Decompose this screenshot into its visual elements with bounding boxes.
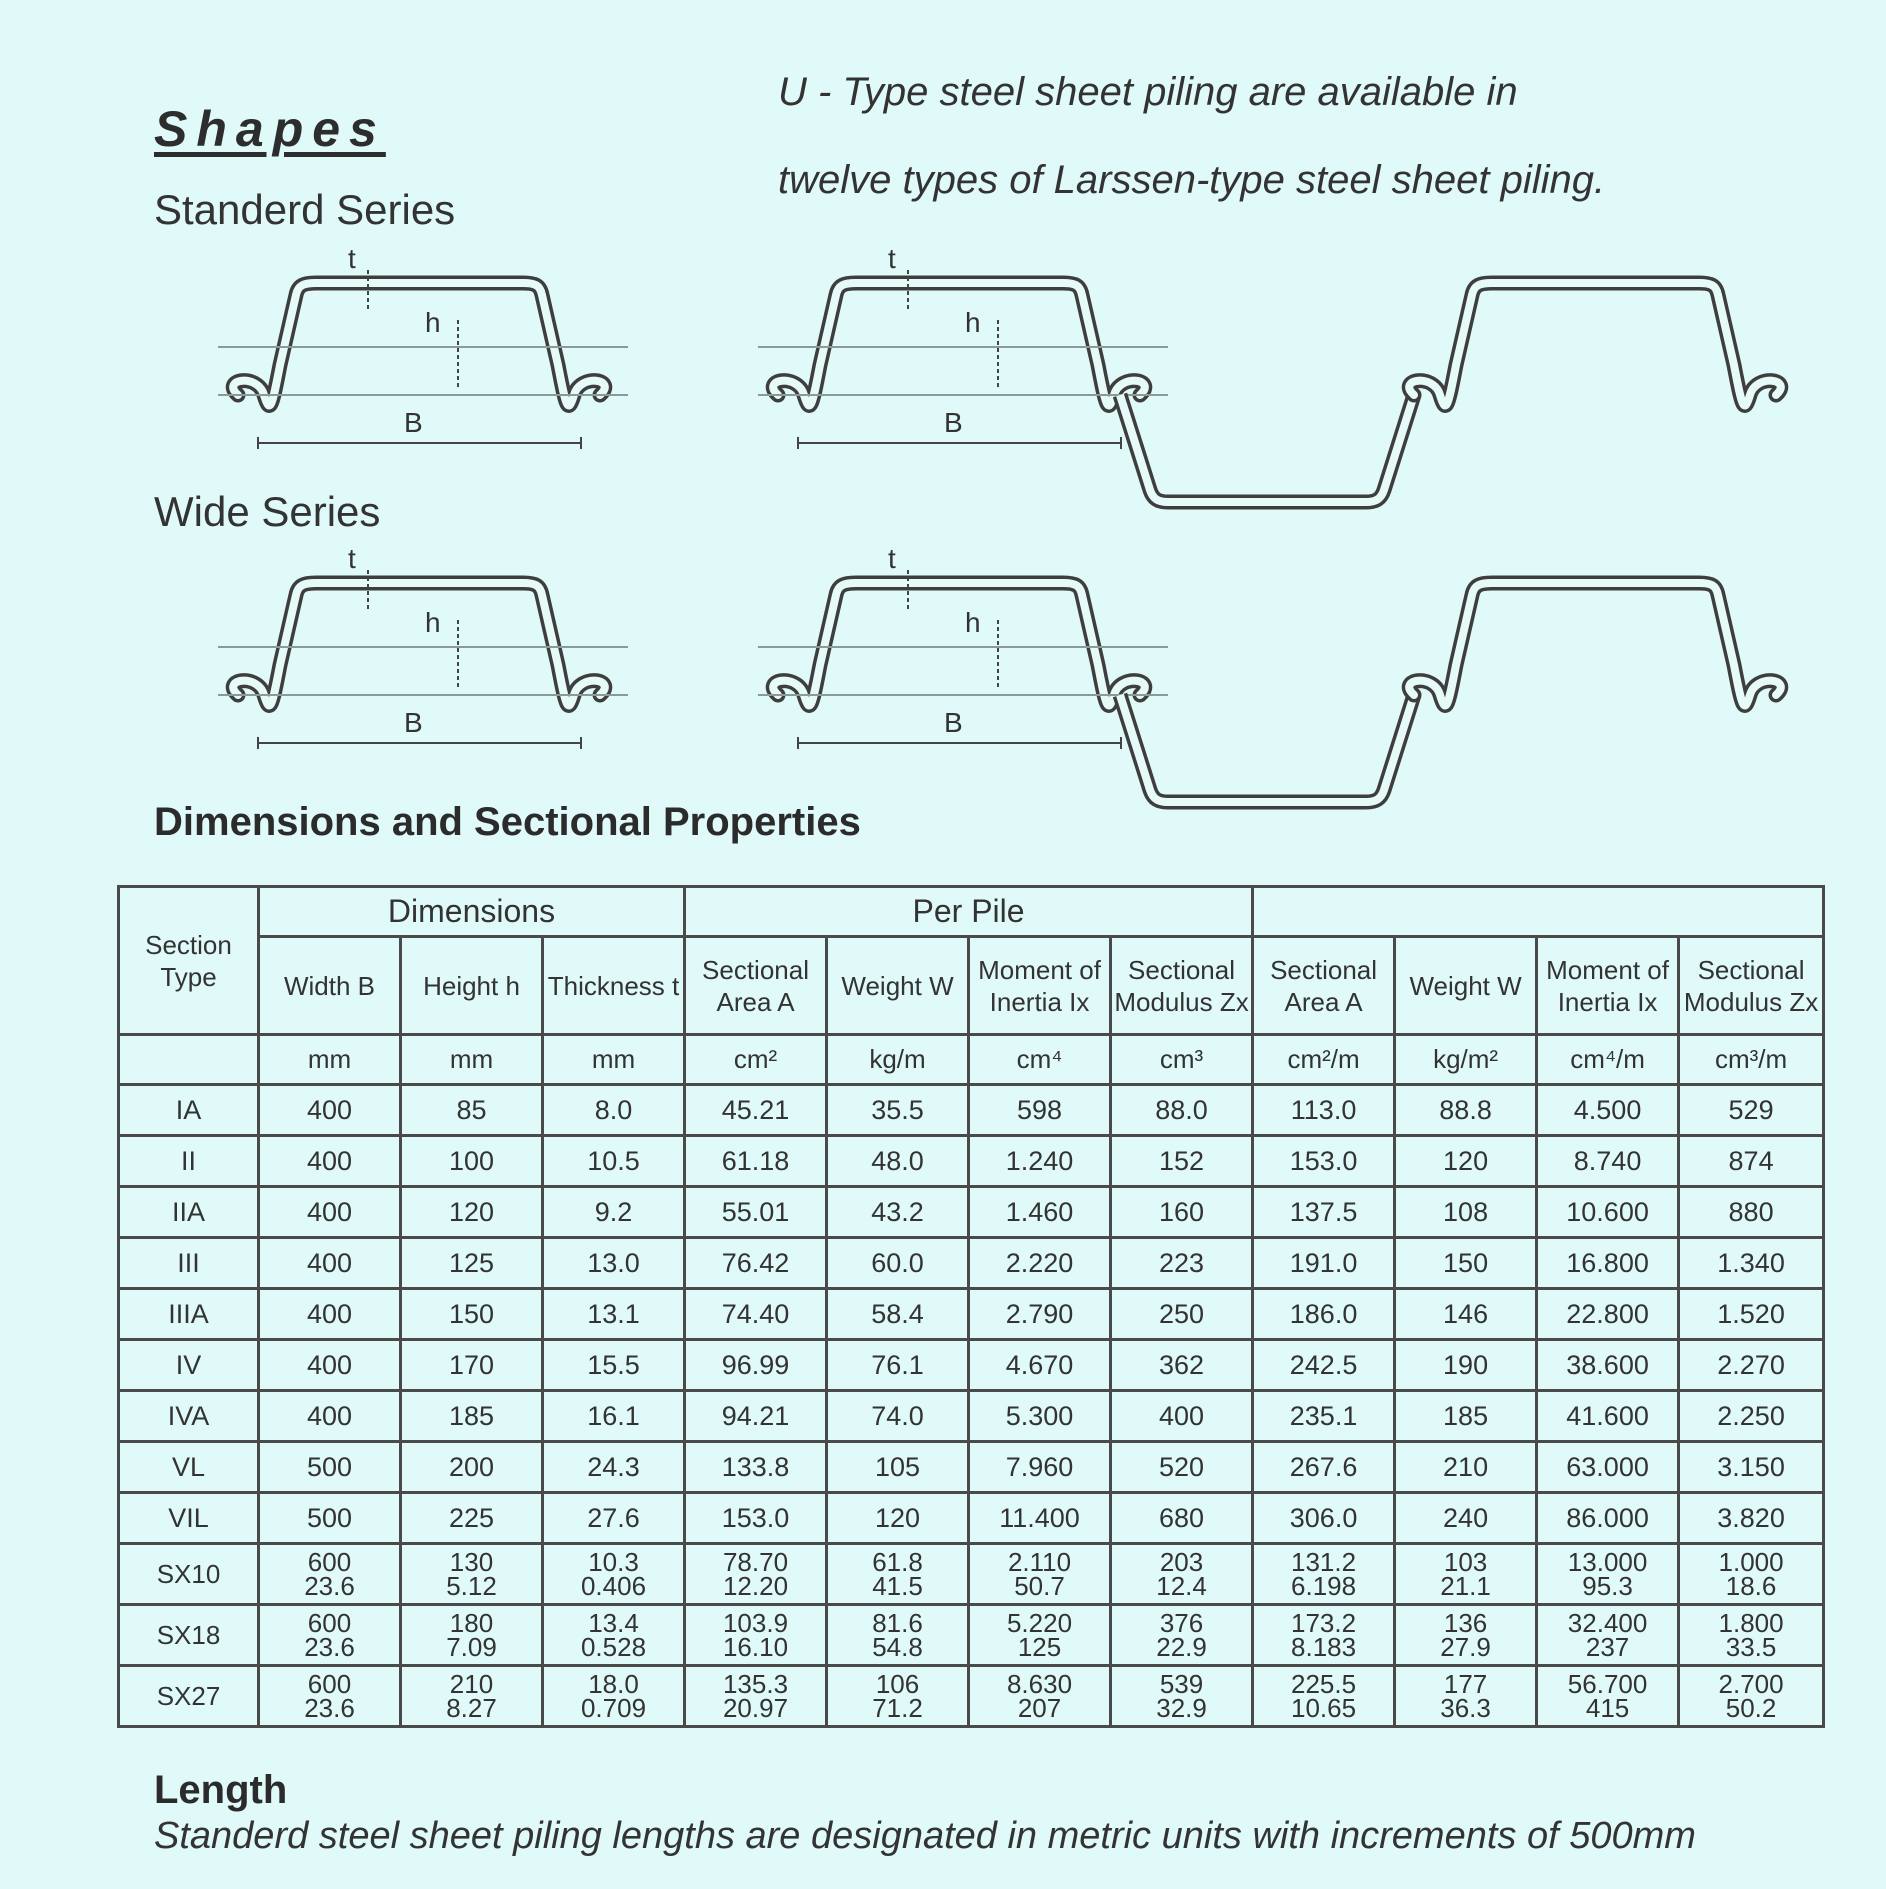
table-cell: 5.300 — [969, 1391, 1111, 1442]
table-cell: 400 — [259, 1289, 401, 1340]
thickness-label-3: t — [348, 543, 356, 574]
value-metric: 81.6 — [872, 1608, 923, 1638]
table-cell — [1537, 1666, 1679, 1727]
table-cell — [1253, 1666, 1395, 1727]
table-cell: 2.250 — [1679, 1391, 1824, 1442]
table-cell: 133.8 — [685, 1442, 827, 1493]
col-modulus-wall: Sectional Modulus Zx — [1679, 937, 1824, 1035]
table-cell: 400 — [259, 1391, 401, 1442]
section-type-cell: IV — [119, 1340, 259, 1391]
table-cell: 4.670 — [969, 1340, 1111, 1391]
table-cell: 137.5 — [1253, 1187, 1395, 1238]
table-cell: 874 — [1679, 1136, 1824, 1187]
unit-cell: cm⁴/m — [1537, 1035, 1679, 1085]
table-cell — [259, 1544, 401, 1605]
table-cell — [827, 1605, 969, 1666]
table-cell: 500 — [259, 1493, 401, 1544]
table-cell: 680 — [1111, 1493, 1253, 1544]
col-weight-wall: Weight W — [1395, 937, 1537, 1035]
table-cell: 120 — [401, 1187, 543, 1238]
table-cell — [1395, 1544, 1537, 1605]
value-imperial: 20.97 — [722, 1693, 789, 1723]
table-row — [119, 1085, 1824, 1136]
table-row — [119, 1289, 1824, 1340]
table-cell: 63.000 — [1537, 1442, 1679, 1493]
table-cell: 4.500 — [1537, 1085, 1679, 1136]
width-label-1: B — [404, 407, 423, 438]
col-height: Height h — [401, 937, 543, 1035]
value-metric: 600 — [307, 1669, 352, 1699]
value-metric: 130 — [449, 1547, 494, 1577]
table-cell: 2.270 — [1679, 1340, 1824, 1391]
value-metric: 203 — [1159, 1547, 1204, 1577]
table-cell — [1537, 1544, 1679, 1605]
table-cell — [685, 1666, 827, 1727]
table-cell: 100 — [401, 1136, 543, 1187]
table-cell — [685, 1544, 827, 1605]
table-cell — [1537, 1605, 1679, 1666]
table-cell: 400 — [259, 1340, 401, 1391]
value-metric: 5.220 — [1006, 1608, 1073, 1638]
section-type-cell: III — [119, 1238, 259, 1289]
table-cell: 400 — [259, 1187, 401, 1238]
table-cell — [685, 1605, 827, 1666]
table-cell: 55.01 — [685, 1187, 827, 1238]
table-cell: 113.0 — [1253, 1085, 1395, 1136]
table-cell: 43.2 — [827, 1187, 969, 1238]
table-row — [119, 1605, 1824, 1666]
table-row — [119, 1493, 1824, 1544]
group-dimensions: Dimensions — [259, 887, 685, 937]
group-per-pile: Per Pile — [685, 887, 1253, 937]
value-imperial: 12.20 — [722, 1571, 789, 1601]
table-cell — [1679, 1666, 1824, 1727]
value-imperial: 95.3 — [1582, 1571, 1633, 1601]
table-cell: 153.0 — [685, 1493, 827, 1544]
section-type-cell: IVA — [119, 1391, 259, 1442]
unit-cell: mm — [401, 1035, 543, 1085]
unit-cell: cm³ — [1111, 1035, 1253, 1085]
table-cell: 3.150 — [1679, 1442, 1824, 1493]
value-imperial: 12.4 — [1156, 1571, 1207, 1601]
table-row — [119, 1666, 1824, 1727]
value-imperial: 6.198 — [1291, 1571, 1357, 1601]
table-cell: 190 — [1395, 1340, 1537, 1391]
intro-line-2: twelve types of Larssen-type steel sheet piling. — [778, 158, 1606, 202]
table-cell: 22.800 — [1537, 1289, 1679, 1340]
table-cell: 240 — [1395, 1493, 1537, 1544]
table-cell: 76.42 — [685, 1238, 827, 1289]
table-cell: 45.21 — [685, 1085, 827, 1136]
group-per-wall — [1253, 887, 1824, 937]
table-cell: 1.460 — [969, 1187, 1111, 1238]
value-imperial: 23.6 — [304, 1571, 355, 1601]
value-metric: 210 — [449, 1669, 494, 1699]
thickness-label-1: t — [348, 243, 356, 274]
width-label-4: B — [944, 707, 963, 738]
value-imperial: 41.5 — [872, 1571, 923, 1601]
value-metric: 78.70 — [722, 1547, 789, 1577]
col-area: Sectional Area A — [685, 937, 827, 1035]
table-cell: 267.6 — [1253, 1442, 1395, 1493]
table-cell: 120 — [827, 1493, 969, 1544]
table-row — [119, 1442, 1824, 1493]
value-imperial: 36.3 — [1440, 1693, 1491, 1723]
value-imperial: 50.2 — [1725, 1693, 1777, 1723]
table-cell: 35.5 — [827, 1085, 969, 1136]
table-cell: 1.240 — [969, 1136, 1111, 1187]
table-cell: 8.740 — [1537, 1136, 1679, 1187]
table-cell: 27.6 — [543, 1493, 685, 1544]
value-imperial: 237 — [1585, 1632, 1630, 1662]
table-cell: 235.1 — [1253, 1391, 1395, 1442]
value-metric: 32.400 — [1567, 1608, 1648, 1638]
section-type-cell: SX18 — [119, 1605, 259, 1666]
value-metric: 376 — [1159, 1608, 1204, 1638]
unit-cell: cm²/m — [1253, 1035, 1395, 1085]
value-imperial: 22.9 — [1156, 1632, 1207, 1662]
value-metric: 18.0 — [588, 1669, 639, 1699]
value-imperial: 0.406 — [580, 1571, 647, 1601]
value-metric: 173.2 — [1291, 1608, 1357, 1638]
table-cell: 24.3 — [543, 1442, 685, 1493]
value-imperial: 207 — [1017, 1693, 1062, 1723]
standard-series-label: Standerd Series — [154, 186, 456, 233]
table-cell — [1679, 1544, 1824, 1605]
table-cell — [1111, 1605, 1253, 1666]
table-cell — [401, 1666, 543, 1727]
table-cell: 185 — [1395, 1391, 1537, 1442]
table-cell: 48.0 — [827, 1136, 969, 1187]
col-inertia: Moment of Inertia Ix — [969, 937, 1111, 1035]
table-cell: 153.0 — [1253, 1136, 1395, 1187]
table-cell: 146 — [1395, 1289, 1537, 1340]
width-label-3: B — [404, 707, 423, 738]
col-width: Width B — [259, 937, 401, 1035]
height-label-1: h — [425, 307, 441, 338]
table-cell: 41.600 — [1537, 1391, 1679, 1442]
table-cell: 58.4 — [827, 1289, 969, 1340]
table-cell: 152 — [1111, 1136, 1253, 1187]
table-cell: 3.820 — [1679, 1493, 1824, 1544]
table-cell: 16.800 — [1537, 1238, 1679, 1289]
table-cell: 8.0 — [543, 1085, 685, 1136]
value-metric: 539 — [1159, 1669, 1204, 1699]
value-metric: 135.3 — [722, 1669, 789, 1699]
value-metric: 2.110 — [1007, 1547, 1072, 1577]
table-cell: 38.600 — [1537, 1340, 1679, 1391]
value-metric: 600 — [307, 1547, 352, 1577]
table-cell — [1253, 1605, 1395, 1666]
col-modulus: Sectional Modulus Zx — [1111, 937, 1253, 1035]
value-imperial: 18.6 — [1725, 1571, 1777, 1601]
height-label-2: h — [965, 307, 981, 338]
table-cell: 1.520 — [1679, 1289, 1824, 1340]
table-cell: 186.0 — [1253, 1289, 1395, 1340]
value-imperial: 27.9 — [1440, 1632, 1491, 1662]
value-metric: 106 — [875, 1669, 920, 1699]
table-cell: 96.99 — [685, 1340, 827, 1391]
value-metric: 177 — [1443, 1669, 1488, 1699]
col-inertia-wall: Moment of Inertia Ix — [1537, 937, 1679, 1035]
section-title: Dimensions and Sectional Properties — [154, 800, 861, 844]
table-cell: 76.1 — [827, 1340, 969, 1391]
table-cell: 88.0 — [1111, 1085, 1253, 1136]
value-imperial: 415 — [1585, 1693, 1630, 1723]
properties-table — [117, 885, 1825, 1728]
value-metric: 8.630 — [1006, 1669, 1073, 1699]
table-cell — [1111, 1544, 1253, 1605]
table-cell — [1111, 1666, 1253, 1727]
unit-cell: kg/m — [827, 1035, 969, 1085]
table-cell — [1395, 1666, 1537, 1727]
section-type-cell: IIIA — [119, 1289, 259, 1340]
table-cell: 500 — [259, 1442, 401, 1493]
table-cell: 108 — [1395, 1187, 1537, 1238]
table-cell: 400 — [259, 1085, 401, 1136]
height-label-4: h — [965, 607, 981, 638]
table-cell — [259, 1666, 401, 1727]
table-cell: 2.220 — [969, 1238, 1111, 1289]
table-cell: 223 — [1111, 1238, 1253, 1289]
section-type-cell: VL — [119, 1442, 259, 1493]
table-cell: 200 — [401, 1442, 543, 1493]
length-text: Standerd steel sheet piling lengths are designated in metric units with increments of 500mm — [154, 1815, 1696, 1857]
table-cell: 150 — [1395, 1238, 1537, 1289]
width-label-2: B — [944, 407, 963, 438]
table-cell: 400 — [259, 1136, 401, 1187]
table-cell: 60.0 — [827, 1238, 969, 1289]
value-metric: 103.9 — [722, 1608, 789, 1638]
value-imperial: 54.8 — [872, 1632, 923, 1662]
table-cell: 160 — [1111, 1187, 1253, 1238]
col-weight: Weight W — [827, 937, 969, 1035]
value-imperial: 8.27 — [446, 1693, 497, 1723]
value-metric: 1.000 — [1718, 1547, 1784, 1577]
table-cell — [827, 1544, 969, 1605]
value-imperial: 23.6 — [304, 1693, 355, 1723]
table-cell: 400 — [1111, 1391, 1253, 1442]
value-metric: 61.8 — [872, 1547, 923, 1577]
intro-line-1: U - Type steel sheet piling are available in — [778, 70, 1518, 114]
table-cell: 242.5 — [1253, 1340, 1395, 1391]
value-imperial: 50.7 — [1014, 1571, 1065, 1601]
table-cell: 125 — [401, 1238, 543, 1289]
table-cell: 86.000 — [1537, 1493, 1679, 1544]
col-section-type: Section Type — [119, 887, 259, 1035]
table-cell: 85 — [401, 1085, 543, 1136]
table-cell: 170 — [401, 1340, 543, 1391]
table-cell: 15.5 — [543, 1340, 685, 1391]
col-area-wall: Sectional Area A — [1253, 937, 1395, 1035]
table-row — [119, 1391, 1824, 1442]
table-cell: 10.600 — [1537, 1187, 1679, 1238]
table-cell — [1253, 1544, 1395, 1605]
value-metric: 13.000 — [1567, 1547, 1648, 1577]
value-imperial: 16.10 — [722, 1632, 789, 1662]
table-cell — [969, 1605, 1111, 1666]
table-cell: 13.0 — [543, 1238, 685, 1289]
value-metric: 2.700 — [1718, 1669, 1784, 1699]
table-cell: 88.8 — [1395, 1085, 1537, 1136]
value-imperial: 23.6 — [304, 1632, 355, 1662]
table-cell: 120 — [1395, 1136, 1537, 1187]
table-cell — [1395, 1605, 1537, 1666]
value-imperial: 32.9 — [1156, 1693, 1207, 1723]
table-cell: 94.21 — [685, 1391, 827, 1442]
unit-cell — [119, 1035, 259, 1085]
unit-cell: mm — [259, 1035, 401, 1085]
thickness-label-2: t — [888, 243, 896, 274]
value-imperial: 21.1 — [1440, 1571, 1491, 1601]
value-imperial: 125 — [1017, 1632, 1062, 1662]
table-cell: 598 — [969, 1085, 1111, 1136]
table-cell: 362 — [1111, 1340, 1253, 1391]
table-cell — [969, 1666, 1111, 1727]
unit-cell: cm³/m — [1679, 1035, 1824, 1085]
value-metric: 13.4 — [588, 1608, 639, 1638]
table-cell: 1.340 — [1679, 1238, 1824, 1289]
table-cell — [969, 1544, 1111, 1605]
table-cell: 150 — [401, 1289, 543, 1340]
unit-cell: cm⁴ — [969, 1035, 1111, 1085]
value-metric: 600 — [307, 1608, 352, 1638]
table-cell: 16.1 — [543, 1391, 685, 1442]
table-cell: 880 — [1679, 1187, 1824, 1238]
value-metric: 131.2 — [1291, 1547, 1357, 1577]
table-cell: 13.1 — [543, 1289, 685, 1340]
value-metric: 1.800 — [1718, 1608, 1784, 1638]
unit-cell: cm² — [685, 1035, 827, 1085]
table-cell — [543, 1666, 685, 1727]
table-cell: 185 — [401, 1391, 543, 1442]
wide-series-label: Wide Series — [154, 488, 381, 535]
table-cell: 306.0 — [1253, 1493, 1395, 1544]
length-title: Length — [154, 1768, 288, 1812]
unit-cell: kg/m² — [1395, 1035, 1537, 1085]
section-type-cell: VIL — [119, 1493, 259, 1544]
value-imperial: 8.183 — [1291, 1632, 1357, 1662]
table-cell: 210 — [1395, 1442, 1537, 1493]
section-type-cell: II — [119, 1136, 259, 1187]
value-metric: 180 — [449, 1608, 494, 1638]
section-type-cell: SX10 — [119, 1544, 259, 1605]
profile-diagrams — [0, 240, 1886, 810]
table-cell: 11.400 — [969, 1493, 1111, 1544]
table-cell: 225 — [401, 1493, 543, 1544]
value-metric: 56.700 — [1567, 1669, 1648, 1699]
table-cell: 61.18 — [685, 1136, 827, 1187]
table-cell — [827, 1666, 969, 1727]
table-row — [119, 1136, 1824, 1187]
table-cell — [259, 1605, 401, 1666]
table-row — [119, 1187, 1824, 1238]
value-metric: 103 — [1443, 1547, 1488, 1577]
height-label-3: h — [425, 607, 441, 638]
table-cell — [401, 1544, 543, 1605]
value-imperial: 7.09 — [446, 1632, 497, 1662]
value-imperial: 0.528 — [580, 1632, 647, 1662]
value-imperial: 71.2 — [872, 1693, 923, 1723]
table-cell — [1679, 1605, 1824, 1666]
value-imperial: 5.12 — [446, 1571, 497, 1601]
col-thickness: Thickness t — [543, 937, 685, 1035]
table-cell: 520 — [1111, 1442, 1253, 1493]
table-cell: 529 — [1679, 1085, 1824, 1136]
value-metric: 225.5 — [1291, 1669, 1357, 1699]
table-cell: 105 — [827, 1442, 969, 1493]
table-cell: 400 — [259, 1238, 401, 1289]
table-cell — [401, 1605, 543, 1666]
shapes-title: Shapes — [154, 101, 386, 157]
section-type-cell: SX27 — [119, 1666, 259, 1727]
thickness-label-4: t — [888, 543, 896, 574]
table-row — [119, 1340, 1824, 1391]
table-cell: 7.960 — [969, 1442, 1111, 1493]
units-row — [119, 1035, 1824, 1085]
section-type-cell: IIA — [119, 1187, 259, 1238]
table-cell: 191.0 — [1253, 1238, 1395, 1289]
table-cell: 2.790 — [969, 1289, 1111, 1340]
table-cell: 74.0 — [827, 1391, 969, 1442]
table-cell: 250 — [1111, 1289, 1253, 1340]
table-row — [119, 1544, 1824, 1605]
table-cell — [543, 1544, 685, 1605]
table-cell: 74.40 — [685, 1289, 827, 1340]
section-type-cell: IA — [119, 1085, 259, 1136]
table-cell: 10.5 — [543, 1136, 685, 1187]
unit-cell: mm — [543, 1035, 685, 1085]
table-row — [119, 1238, 1824, 1289]
value-imperial: 33.5 — [1725, 1632, 1777, 1662]
value-metric: 10.3 — [588, 1547, 639, 1577]
value-imperial: 10.65 — [1291, 1693, 1357, 1723]
table-cell — [543, 1605, 685, 1666]
value-metric: 136 — [1443, 1608, 1488, 1638]
table-cell: 9.2 — [543, 1187, 685, 1238]
value-imperial: 0.709 — [580, 1693, 647, 1723]
